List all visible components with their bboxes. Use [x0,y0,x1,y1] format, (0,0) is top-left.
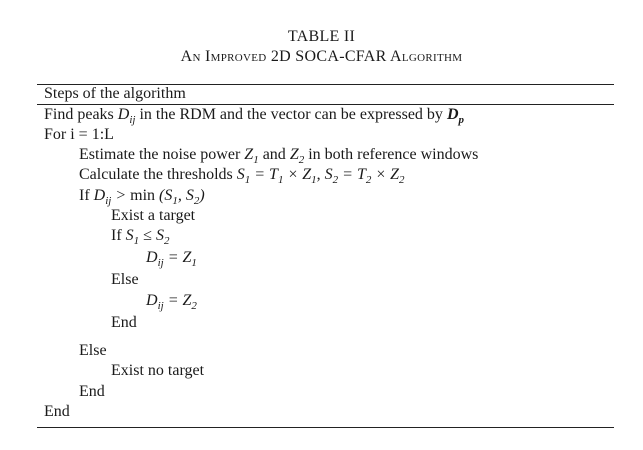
step-else-outer: Else [79,342,107,359]
step-for-loop: For i = 1:L [44,126,114,143]
math-s2-eq: $S_2 = T_2 \times Z_2$ [324,166,405,187]
math-d-eq-z1: $D_{ij} = Z_1$ [146,249,197,270]
table-header: Steps of the algorithm [44,85,186,102]
step-end-inner: End [111,314,137,331]
step-text: , [316,166,325,183]
step-calculate-thresholds [79,165,405,185]
step-estimate-noise [79,145,478,165]
step-find-peaks [44,105,464,125]
step-end-if: End [79,383,105,400]
step-text: and [258,146,290,163]
step-exist-no-target: Exist no target [111,362,205,379]
step-text: in both reference windows [304,146,479,163]
math-s1-eq: $S_1 = T_1 \times Z_1$ [236,166,317,187]
step-else-inner: Else [111,271,139,288]
step-text: Calculate the thresholds [79,166,237,183]
math-d-p: $D_p$ [446,106,464,127]
step-text: Find peaks [44,106,118,123]
step-text: Estimate the noise power [79,146,245,163]
math-s1-le-s2: $S_1 \le S_2$ [125,227,170,248]
table-caption-label: TABLE II [287,28,356,45]
step-if-compare [79,186,205,206]
step-text: If [111,227,126,244]
step-exist-target: Exist a target [111,207,196,224]
math-d-eq-z2: $D_{ij} = Z_2$ [146,292,197,313]
math-z2: $Z_2$ [289,146,305,167]
math-d-ij: $D_{ij}$ [117,106,136,127]
step-if-s1-le-s2 [111,226,169,246]
step-text: If [79,187,94,204]
math-d-gt-min: $D_{ij} > \min (S_1$, $S_2$) [93,187,205,208]
step-text: in the RDM and the vector can be expressed by [135,106,447,123]
step-end-for: End [44,403,70,420]
math-z1: $Z_1$ [244,146,259,167]
step-assign-z1 [146,248,197,268]
bottom-rule [37,427,614,428]
step-assign-z2 [146,291,197,311]
table-caption-title: An Improved 2D SOCA-CFAR Algorithm [180,48,463,65]
